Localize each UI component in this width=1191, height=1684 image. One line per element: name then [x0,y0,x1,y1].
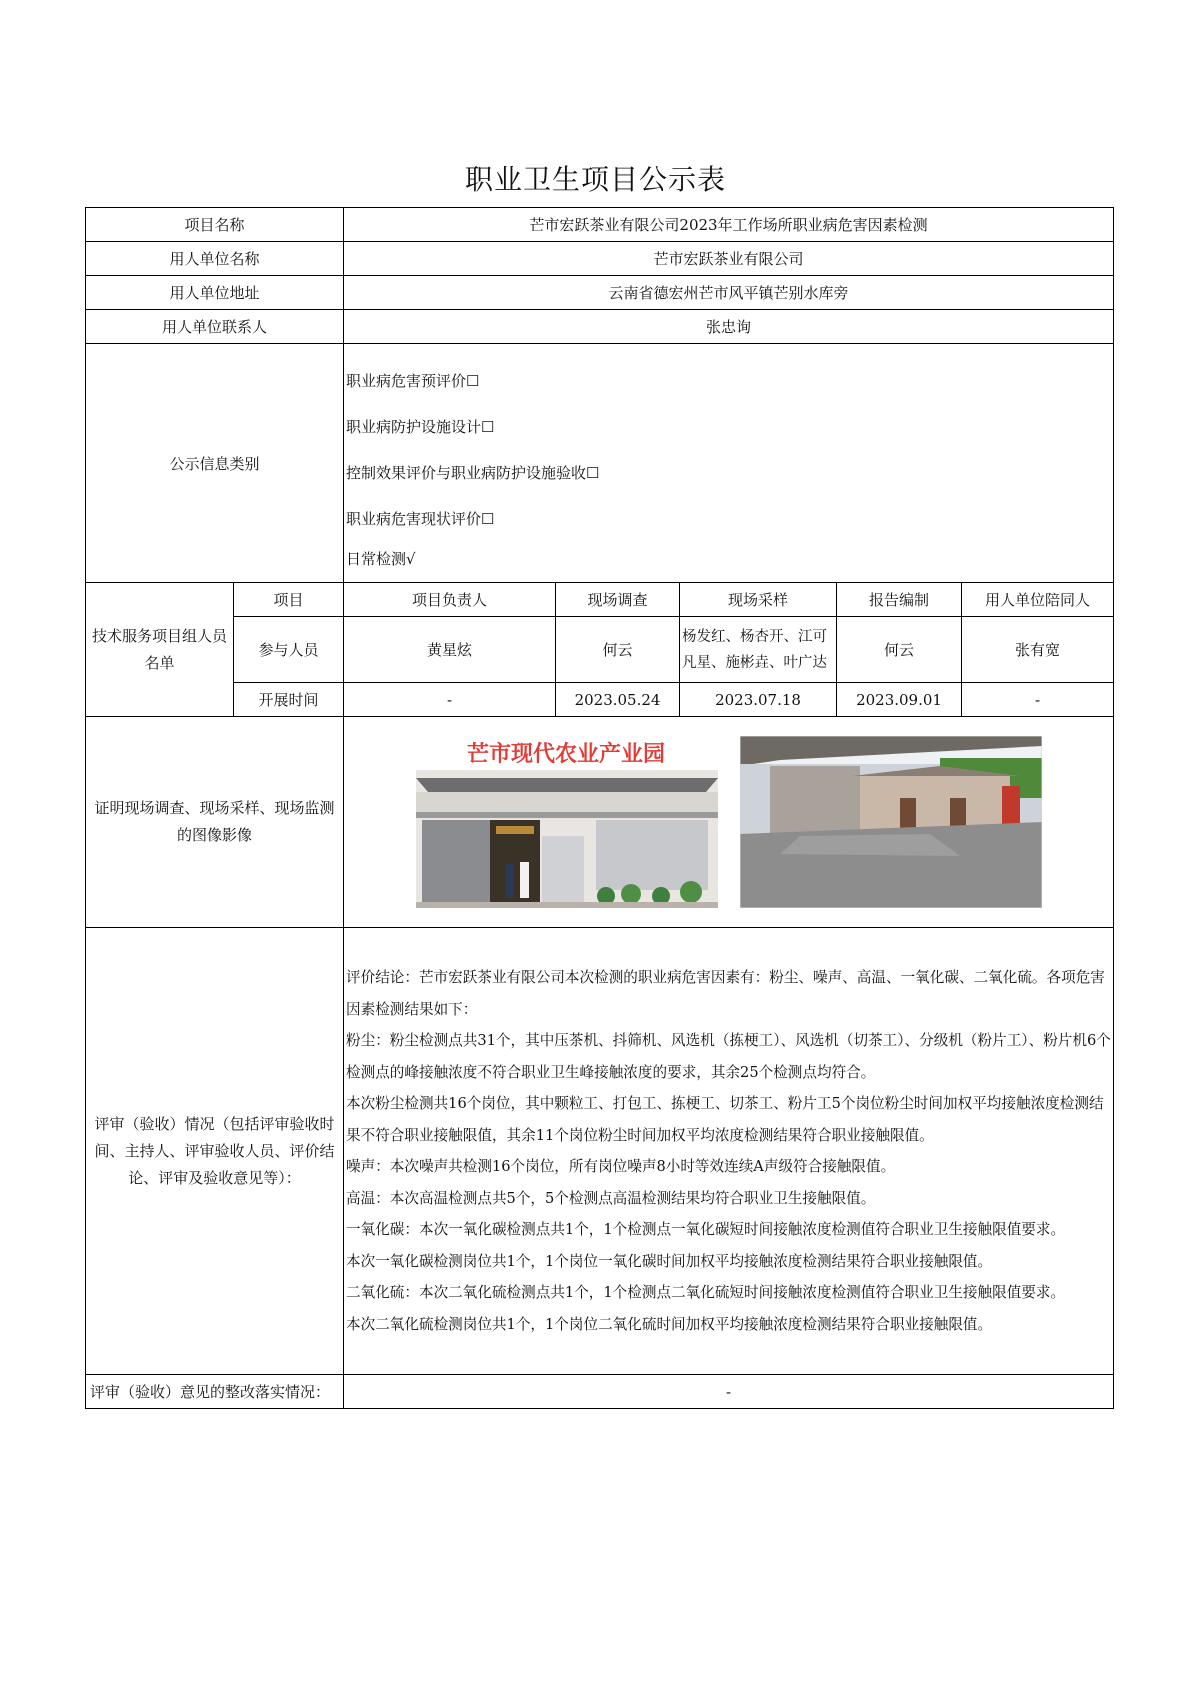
review-paragraph-so2-posts: 本次二氧化硫检测岗位共1个，1个岗位二氧化硫时间加权平均接触浓度检测结果符合职业接触限值。 [346,1315,993,1333]
date-lead: - [344,683,556,717]
date-survey: 2023.05.24 [556,683,680,717]
photo-factory-yard [740,736,1042,908]
team-dates-row [86,683,1114,717]
date-sampling: 2023.07.18 [680,683,837,717]
document-title: 职业卫生项目公示表 [464,163,726,196]
participant-report: 何云 [837,617,962,683]
review-paragraph-co-posts: 本次一氧化碳检测岗位共1个，1个岗位一氧化碳时间加权平均接触浓度检测结果符合职业接触限值。 [346,1252,993,1270]
team-header-lead: 项目负责人 [344,583,556,617]
category-option-status-evaluation: 职业病危害现状评价☐ [346,510,495,528]
review-paragraph-conclusion: 评价结论：芒市宏跃茶业有限公司本次检测的职业病危害因素有：粉尘、噪声、高温、一氧化碳、二氧化硫。各项危害因素检测结果如下： [346,969,1105,1018]
review-label: 评审（验收）情况（包括评审验收时间、主持人、评审验收人员、评价结论、评审及验收意见等）： [86,928,344,1375]
category-options [344,344,1114,583]
row-images [86,717,1114,928]
photo-sign-text: 芒市现代农业产业园 [466,742,665,767]
participant-sampling: 杨发红、杨杏开、江可凡星、施彬垚、叶广达 [680,617,837,683]
project-name-label: 项目名称 [86,208,344,242]
disclosure-table [85,207,1114,1409]
row-rectification [86,1375,1114,1409]
team-header-report: 报告编制 [837,583,962,617]
employer-address-value: 云南省德宏州芒市风平镇芒别水库旁 [344,276,1114,310]
team-header-survey: 现场调查 [556,583,680,617]
team-header-row [86,583,1114,617]
dates-label: 开展时间 [234,683,344,717]
project-name-value: 芒市宏跃茶业有限公司2023年工作场所职业病危害因素检测 [344,208,1114,242]
employer-contact-label: 用人单位联系人 [86,310,344,344]
row-employer-contact [86,310,1114,344]
row-category [86,344,1114,583]
participant-survey: 何云 [556,617,680,683]
participants-label: 参与人员 [234,617,344,683]
photo-site-entrance [416,736,718,908]
review-paragraph-noise: 噪声：本次噪声共检测16个岗位，所有岗位噪声8小时等效连续A声级符合接触限值。 [346,1158,896,1175]
rectification-label: 评审（验收）意见的整改落实情况： [86,1375,344,1409]
review-paragraph-dust-points: 粉尘：粉尘检测点共31个，其中压茶机、抖筛机、风选机（拣梗工）、风选机（切茶工）、分级机（粉片工）、粉片机6个检测点的峰接触浓度不符合职业卫生峰接触浓度的要求，其余25个检测点均符合。 [346,1032,1111,1081]
employer-name-label: 用人单位名称 [86,242,344,276]
category-label: 公示信息类别 [86,344,344,583]
date-escort: - [962,683,1114,717]
team-label: 技术服务项目组人员名单 [86,583,234,717]
row-employer-name [86,242,1114,276]
category-option-control-evaluation: 控制效果评价与职业病防护设施验收☐ [346,464,600,482]
images-label: 证明现场调查、现场采样、现场监测的图像影像 [86,717,344,928]
employer-contact-value: 张忠询 [344,310,1114,344]
row-project-name [86,208,1114,242]
review-paragraph-heat: 高温：本次高温检测点共5个，5个检测点高温检测结果均符合职业卫生接触限值。 [346,1189,876,1207]
team-header-item: 项目 [234,583,344,617]
category-option-routine-detection: 日常检测√ [346,550,416,568]
participant-escort: 张有宽 [962,617,1114,683]
date-report: 2023.09.01 [837,683,962,717]
category-option-facility-design: 职业病防护设施设计☐ [346,418,495,436]
employer-address-label: 用人单位地址 [86,276,344,310]
row-review [86,928,1114,1375]
team-header-escort: 用人单位陪同人 [962,583,1114,617]
review-content [344,928,1114,1375]
images-cell [344,717,1114,928]
row-employer-address [86,276,1114,310]
review-paragraph-co-points: 一氧化碳：本次一氧化碳检测点共1个，1个检测点一氧化碳短时间接触浓度检测值符合职业卫生接触限值要求。 [346,1221,1066,1238]
team-participants-row [86,617,1114,683]
team-header-sampling: 现场采样 [680,583,837,617]
employer-name-value: 芒市宏跃茶业有限公司 [344,242,1114,276]
category-option-pre-evaluation: 职业病危害预评价☐ [346,372,480,390]
review-paragraph-dust-posts: 本次粉尘检测共16个岗位，其中颗粒工、打包工、拣梗工、切茶工、粉片工5个岗位粉尘时间加权平均接触浓度检测结果不符合职业接触限值，其余11个岗位粉尘时间加权平均浓度检测结果符合职业接触限值。 [346,1095,1104,1144]
review-paragraph-so2-points: 二氧化硫：本次二氧化硫检测点共1个，1个检测点二氧化硫短时间接触浓度检测值符合职业卫生接触限值要求。 [346,1284,1066,1301]
rectification-value: - [344,1375,1114,1409]
participant-lead: 黄星炫 [344,617,556,683]
